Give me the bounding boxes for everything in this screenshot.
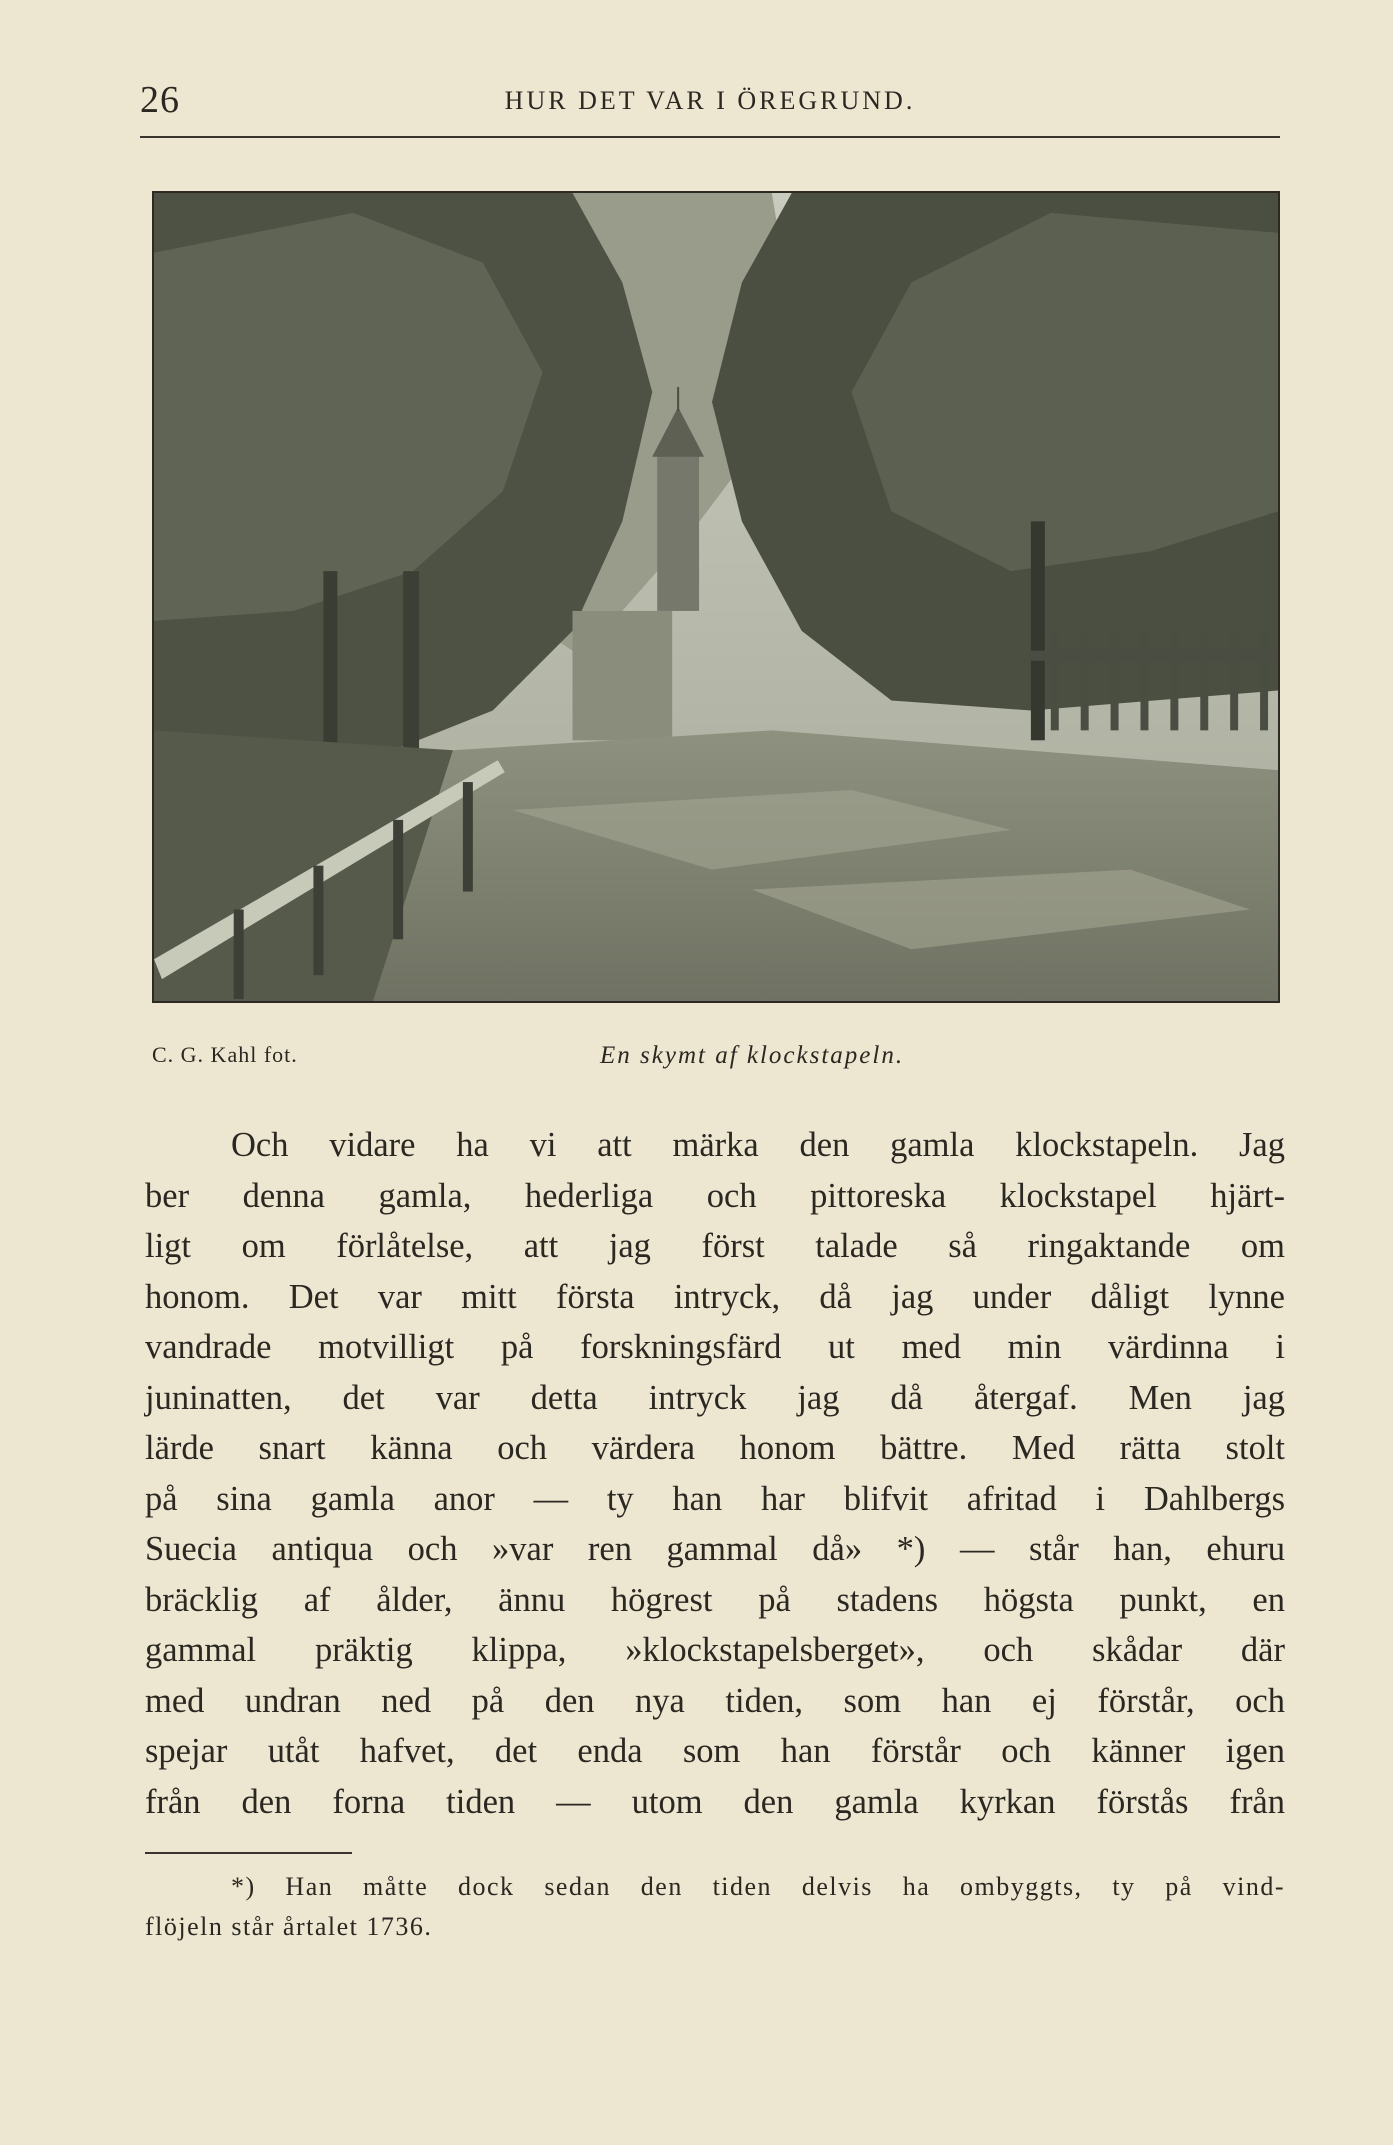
body-line: ligt om förlåtelse, att jag först talade så ringaktande om (145, 1227, 1285, 1265)
footnote-rule (145, 1852, 352, 1854)
body-line: på sina gamla anor — ty han har blifvit afritad i Dahlbergs (145, 1479, 1285, 1518)
body-line: vandrade motvilligt på forskningsfärd ut med min värdinna i (145, 1328, 1285, 1366)
footnote-line: flöjeln står årtalet 1736. (145, 1912, 433, 1941)
footnotes (145, 1867, 1285, 1947)
body-line: från den forna tiden — utom den gamla kyrkan förstås från (145, 1782, 1285, 1821)
body-line: Och vidare ha vi att märka den gamla klockstapeln. Jag (231, 1126, 1285, 1164)
photograph-road-to-bell-tower-icon (154, 193, 1278, 1001)
footnote-line: *) Han måtte dock sedan den tiden delvis ha ombyggts, ty på vind- (231, 1872, 1285, 1901)
body-line: spejar utåt hafvet, det enda som han förstår och känner igen (145, 1732, 1285, 1770)
header-rule (140, 136, 1280, 138)
running-title: HUR DET VAR I ÖREGRUND. (504, 86, 916, 115)
body-line: bräcklig af ålder, ännu högrest på stadens högsta punkt, en (145, 1580, 1285, 1619)
body-text (145, 1120, 1285, 1827)
body-line: lärde snart känna och värdera honom bättre. Med rätta stolt (145, 1429, 1285, 1467)
body-line: gammal präktig klippa, »klockstapelsberget», och skådar där (145, 1631, 1285, 1669)
body-line: med undran ned på den nya tiden, som han ej förstår, och (145, 1681, 1285, 1720)
body-line: ber denna gamla, hederliga och pittoreska klockstapel hjärt- (145, 1176, 1285, 1215)
page-header (140, 78, 1280, 122)
photo-credit: C. G. Kahl fot. (152, 1042, 298, 1067)
photo-caption: En skymt af klockstapeln. (600, 1042, 905, 1069)
body-line: juninatten, det var detta intryck jag då återgaf. Men jag (145, 1378, 1285, 1417)
page-number: 26 (140, 79, 180, 121)
body-line: Suecia antiqua och »var ren gammal då» *) — står han, ehuru (145, 1530, 1285, 1568)
body-line: honom. Det var mitt första intryck, då jag under dåligt lynne (145, 1277, 1285, 1316)
photograph-plate (152, 191, 1280, 1003)
